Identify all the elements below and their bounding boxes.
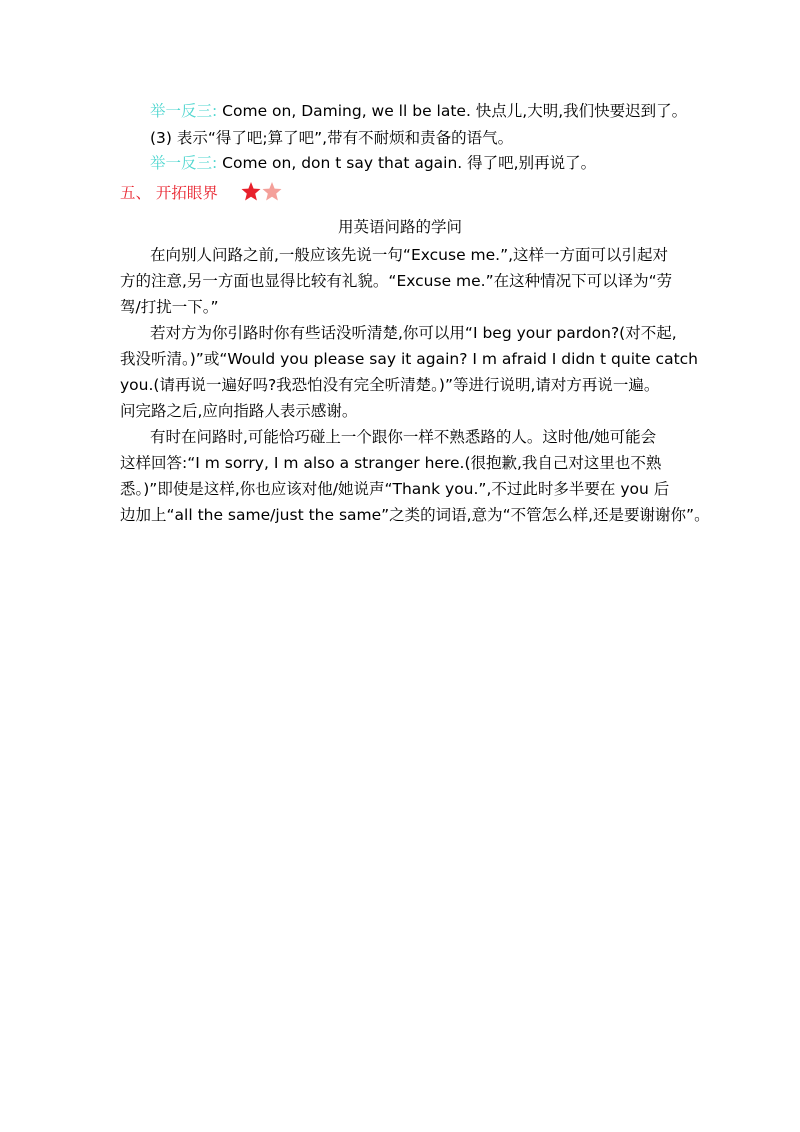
paragraph-3-line-1: 有时在问路时,可能恰巧碰上一个跟你一样不熟悉路的人。这时他/她可能会 [150,428,657,446]
paragraph-2-line-3: you.(请再说一遍好吗?我恐怕没有完全听清楚。)”等进行说明,请对方再说一遍。 [120,376,660,394]
example-line-1 [150,100,687,122]
paragraph-3-line-4: 边加上“all the same/just the same”之类的词语,意为“不管怎么样,还是要谢谢你”。 [120,506,710,524]
star-full-icon [242,182,261,201]
example-tag: 举一反三: [150,154,218,172]
paragraph-2-line-1: 若对方为你引路时你有些话没听清楚,你可以用“I beg your pardon?(对不起, [150,324,677,342]
example-sentence: Come on, Daming, we ll be late. 快点儿,大明,我们快要迟到了。 [217,102,688,120]
example-sentence: Come on, don t say that again. 得了吧,别再说了。 [217,154,597,172]
paragraph-3-line-2: 这样回答:“I m sorry, I m also a stranger here.(很抱歉,我自己对这里也不熟 [120,454,662,472]
paragraph-1-line-3: 驾/打扰一下。” [120,298,219,316]
paragraph-1-line-2: 方的注意,另一方面也显得比较有礼貌。“Excuse me.”在这种情况下可以译为“劳 [120,272,673,290]
example-tag: 举一反三: [150,102,218,120]
difficulty-stars [240,180,286,204]
star-faded-icon [263,182,282,201]
example-line-2 [150,152,596,174]
paragraph-1-line-1: 在向别人问路之前,一般应该先说一句“Excuse me.”,这样一方面可以引起对 [150,246,669,264]
paragraph-2-line-2: 我没听清。)”或“Would you please say it again? I m afraid I didn t quite catch [120,350,698,368]
article-title: 用英语问路的学问 [337,218,462,236]
paragraph-2-line-4: 问完路之后,应向指路人表示感谢。 [120,402,358,420]
section-heading: 五、 开拓眼界 [120,184,218,202]
usage-note-line: (3) 表示“得了吧;算了吧”,带有不耐烦和责备的语气。 [150,129,514,147]
paragraph-3-line-3: 悉。)”即使是这样,你也应该对他/她说声“Thank you.”,不过此时多半要在 you 后 [120,480,670,498]
